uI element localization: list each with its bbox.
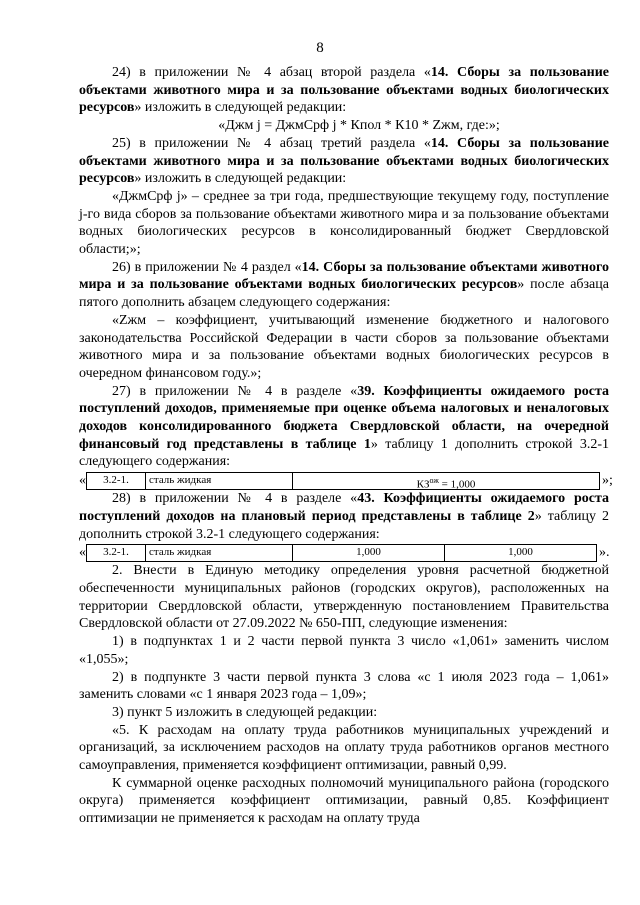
section-2: 2. Внести в Единую методику определения уровня расчетной бюджетной обеспеченности муниципальных районов (городских округов), расположенных на территории Свердловской области, утвержденную постановлением Правительства Свердловской области от 27.09.2022 № 650-ПП, следующие изменения: [79, 563, 609, 632]
row-value-cell-2: 1,000 [508, 545, 533, 558]
document-body [79, 64, 613, 828]
quote-close: »; [602, 472, 613, 488]
quote-close: ». [599, 544, 610, 560]
section-2-item-3-text: «5. К расходам на оплату труда работников муниципальных учреждений и организаций, за исключением расходов на оплату труда работников органов местного самоуправления, применяется коэффициент оптимизации, равный 0,99. [79, 722, 609, 774]
last-paragraph: К суммарной оценке расходных полномочий муниципального района (городского округа) применяется коэффициент оптимизации, равный 0,85. Коэффициент оптимизации не применяется к расходам на оплату труда [79, 775, 609, 827]
table-2-row [79, 543, 609, 562]
section-title-14: 14. Сборы за пользование объектами животного мира и за пользование объектами водных биологических ресурсов [79, 65, 609, 116]
row-name-cell: сталь жидкая [146, 473, 293, 489]
item-25-text: «ДжмСрф j» – среднее за три года, предшествующие текущему году, поступление j-го вида сборов за пользование объектами животного мира и за пользование объектами водных биологических ресурсов в консолидированный бюджет Свердловской области;»; [79, 188, 609, 258]
section-title-43: 43. Коэффициенты ожидаемого роста поступлений доходов на плановый период представлены в таблице 2 [79, 491, 609, 524]
section-2-item-1: 1) в подпунктах 1 и 2 части первой пункта 3 число «1,061» заменить числом «1,055»; [79, 634, 609, 667]
row-code-cell: 3.2-1. [87, 545, 146, 561]
row-code-cell: 3.2-1. [87, 473, 146, 489]
item-26-text: «Zжм – коэффициент, учитывающий изменение бюджетного и налогового законодательства Российской Федерации в части сборов за пользование объектами животного мира и за пользование объектами водных биологических ресурсов в очередном финансовом году.»; [79, 312, 609, 381]
table-2-cells [86, 544, 597, 562]
section-2-item-3: 3) пункт 5 изложить в следующей редакции: [112, 704, 378, 720]
item-26: 26) в приложении № 4 раздел «14. Сборы за пользование объектами животного мира и за пользование объектами водных биологических ресурсов» после абзаца пятого дополнить абзацем следующего содержания: [79, 259, 609, 311]
item-28: 28) в приложении № 4 в разделе «43. Коэффициенты ожидаемого роста поступлений доходов на плановый период представлены в таблице 2» таблицу 2 дополнить строкой 3.2-1 следующего содержания: [79, 491, 609, 542]
row-name-cell: сталь жидкая [146, 545, 293, 561]
row-value-cell-1: 1,000 [293, 545, 445, 561]
section-title-14: 14. Сборы за пользование объектами животного мира и за пользование объектами водных биологических ресурсов [79, 259, 609, 293]
quote-open: « [79, 472, 86, 488]
item-27: 27) в приложении № 4 в разделе «39. Коэффициенты ожидаемого роста поступлений доходов, применяемые при оценке объема налоговых и неналоговых доходов консолидированного бюджета Свердловской области, на очередной финансовый год представлены в таблице 1» таблицу 1 дополнить строкой 3.2-1 следующего содержания: [79, 383, 609, 470]
page-number: 8 [316, 40, 324, 56]
row-value-cell: $КЗ^{ож} = 1,000$ [416, 475, 476, 489]
quote-open: « [79, 544, 86, 560]
section-title-39: 39. Коэффициенты ожидаемого роста поступлений доходов, применяемые при оценке объема налоговых и неналоговых доходов консолидированного бюджета Свердловской области, на очередной финансовый год представлены в таблице 1 [79, 383, 609, 452]
table-1-cells [86, 472, 600, 490]
formula: «Джм j = ДжмСрф j * Кпол * К10 * Zжм, где:»; [218, 118, 500, 134]
item-24: 24) в приложении № 4 абзац второй раздела «14. Сборы за пользование объектами животного мира и за пользование объектами водных биологических ресурсов» изложить в следующей редакции: [79, 65, 609, 116]
table-1-row [79, 471, 613, 490]
item-25: 25) в приложении № 4 абзац третий раздела «14. Сборы за пользование объектами животного мира и за пользование объектами водных биологических ресурсов» изложить в следующей редакции: [79, 135, 610, 187]
section-2-item-2: 2) в подпункте 3 части первой пункта 3 слова «с 1 июля 2023 года – 1,061» заменить словами «с 1 января 2023 года – 1,09»; [79, 669, 609, 703]
section-title-14: 14. Сборы за пользование объектами животного мира и за пользование объектами водных биологических ресурсов [79, 135, 610, 187]
